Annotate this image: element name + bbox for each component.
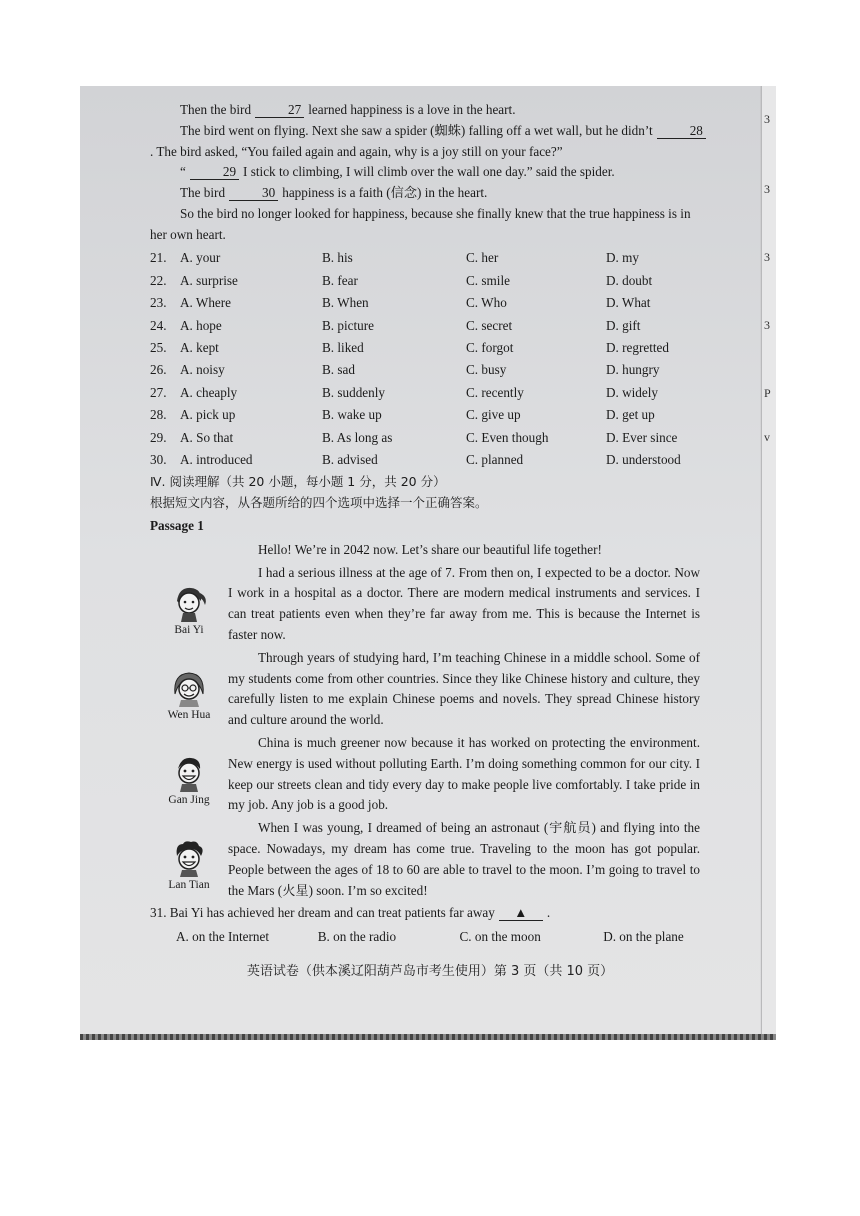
option-b[interactable]: B. suddenly xyxy=(322,384,386,400)
text: . The bird asked, “You failed again and again, why is a joy still on your face?” xyxy=(150,143,563,159)
person-entry xyxy=(150,733,710,816)
option-row xyxy=(150,382,710,404)
avatar-name: Bai Yi xyxy=(174,623,204,636)
photo-background xyxy=(80,86,776,1040)
next-page-edge xyxy=(761,86,776,1040)
text: Then the bird xyxy=(180,102,252,117)
person-entry xyxy=(150,818,710,901)
question-31-options xyxy=(150,927,710,948)
question-stem: 31. Bai Yi has achieved her dream and can treat patients far away xyxy=(150,905,495,921)
option-d[interactable]: D. What xyxy=(606,295,651,311)
option-c[interactable]: C. Who xyxy=(466,295,507,311)
option-c[interactable]: C. her xyxy=(466,250,499,266)
option-b[interactable]: B. on the radio xyxy=(317,929,397,945)
option-row xyxy=(150,337,710,359)
edge-mark: 3 xyxy=(764,182,770,196)
option-d[interactable]: D. hungry xyxy=(606,362,660,378)
boy-curly-hair-icon xyxy=(150,838,228,878)
option-a[interactable]: A. your xyxy=(180,250,221,266)
option-b[interactable]: B. picture xyxy=(322,317,375,333)
question-number: 23. xyxy=(150,295,167,311)
page-footer: 英语试卷（供本溪辽阳葫芦岛市考生使用）第 3 页（共 10 页） xyxy=(246,964,614,980)
edge-mark: v xyxy=(764,430,770,444)
option-a[interactable]: A. surprise xyxy=(180,272,238,288)
passage-title: Passage 1 xyxy=(150,518,204,534)
question-number: 30. xyxy=(150,451,167,467)
person-entry xyxy=(150,563,710,646)
option-d[interactable]: D. widely xyxy=(606,384,659,400)
avatar xyxy=(150,733,228,816)
question-number: 24. xyxy=(150,317,167,333)
option-c[interactable]: C. recently xyxy=(466,384,524,400)
option-row xyxy=(150,248,710,270)
person-text: China is much greener now because it has worked on protecting the environment. New energy is used without polluting Earth. I’m doing something common for our city. I keep our streets clean and tidy every day to make people live comfortably. I take pride in my job. Any job is a good job. xyxy=(228,735,700,813)
blank-30: 30 xyxy=(229,186,278,201)
option-c[interactable]: C. Even though xyxy=(466,429,549,445)
option-row xyxy=(150,292,710,314)
option-a[interactable]: A. introduced xyxy=(180,451,253,467)
girl-ponytail-icon xyxy=(150,583,228,623)
option-d[interactable]: D. on the plane xyxy=(603,929,684,945)
person-entry xyxy=(150,648,710,731)
option-c[interactable]: C. give up xyxy=(466,407,521,423)
option-d[interactable]: D. gift xyxy=(606,317,641,333)
option-row xyxy=(150,270,710,292)
cloze-paragraph-29 xyxy=(150,162,710,183)
option-d[interactable]: D. get up xyxy=(606,407,655,423)
option-d[interactable]: D. doubt xyxy=(606,272,653,288)
option-a[interactable]: A. cheaply xyxy=(180,384,238,400)
option-b[interactable]: B. As long as xyxy=(322,429,393,445)
cloze-paragraph-end: So the bird no longer looked for happiness, because she finally knew that the true happiness is in her own heart. xyxy=(150,205,691,242)
blank-27: 27 xyxy=(255,103,304,118)
option-row xyxy=(150,404,710,426)
option-c[interactable]: C. forgot xyxy=(466,339,514,355)
section-title: Ⅳ. 阅读理解（共 20 小题，每小题 1 分，共 20 分） xyxy=(150,474,446,490)
option-row xyxy=(150,449,710,471)
option-c[interactable]: C. smile xyxy=(466,272,510,288)
question-31 xyxy=(150,903,710,924)
woman-glasses-icon xyxy=(150,668,228,708)
question-number: 28. xyxy=(150,407,167,423)
option-b[interactable]: B. wake up xyxy=(322,407,382,423)
avatar xyxy=(150,648,228,731)
avatar xyxy=(150,818,228,901)
text: learned happiness is a love in the heart. xyxy=(308,102,516,117)
option-c[interactable]: C. secret xyxy=(466,317,513,333)
option-b[interactable]: B. his xyxy=(322,250,353,266)
cloze-paragraph-28 xyxy=(150,121,710,163)
avatar-name: Wen Hua xyxy=(167,708,211,721)
option-a[interactable]: A. pick up xyxy=(180,407,236,423)
person-text: Through years of studying hard, I’m teaching Chinese in a middle school. Some of my students come from other countries. Since they like Chinese history and culture, they carefully listen to me explain Chinese poems and novels. They spread Chinese history and culture around the world. xyxy=(228,649,700,728)
edge-mark: 3 xyxy=(764,318,770,332)
text: happiness is a faith (信念) in the heart. xyxy=(282,185,488,201)
boy-smiling-icon xyxy=(150,753,228,793)
edge-mark: 3 xyxy=(764,112,770,126)
option-d[interactable]: D. regretted xyxy=(606,339,669,355)
question-number: 27. xyxy=(150,384,167,400)
edge-mark: P xyxy=(764,386,771,400)
cloze-paragraph-30 xyxy=(150,183,710,204)
avatar xyxy=(150,563,228,646)
option-c[interactable]: C. planned xyxy=(466,451,524,467)
question-number: 29. xyxy=(150,429,167,445)
avatar-name: Gan Jing xyxy=(168,794,210,807)
exam-page xyxy=(80,86,760,1034)
option-a[interactable]: A. kept xyxy=(180,339,219,355)
option-b[interactable]: B. sad xyxy=(322,362,355,378)
option-row xyxy=(150,427,710,449)
cloze-options-list xyxy=(150,248,710,472)
text: “ xyxy=(180,164,186,180)
option-a[interactable]: A. Where xyxy=(180,295,232,311)
section-instruction: 根据短文内容，从各题所给的四个选项中选择一个正确答案。 xyxy=(150,495,488,511)
option-b[interactable]: B. liked xyxy=(322,339,364,355)
option-row xyxy=(150,360,710,382)
blank-29: 29 xyxy=(190,165,239,180)
question-number: 25. xyxy=(150,339,167,355)
photo-bottom-edge xyxy=(80,1034,776,1040)
option-c[interactable]: C. busy xyxy=(466,362,507,378)
text: The bird xyxy=(180,185,226,201)
text: The bird went on flying. Next she saw a spider (蜘蛛) falling off a wet wall, but he didn’t xyxy=(180,122,653,138)
passage-intro: Hello! We’re in 2042 now. Let’s share our beautiful life together! xyxy=(258,541,602,557)
avatar-name: Lan Tian xyxy=(168,879,210,892)
option-b[interactable]: B. fear xyxy=(322,272,358,288)
question-end: . xyxy=(546,905,551,921)
option-b[interactable]: B. When xyxy=(322,295,369,311)
option-d[interactable]: D. Ever since xyxy=(606,429,678,445)
question-number: 21. xyxy=(150,250,167,266)
person-text: When I was young, I dreamed of being an astronaut (宇航员) and flying into the space. Nowadays, my dream has come true. Traveling to the moon has got popular. People between the ages of 18 to 60 are able to travel to the moon. I’m going to travel to the Mars (火星) soon. I’m so excited! xyxy=(228,820,700,898)
option-a[interactable]: A. hope xyxy=(180,317,222,333)
option-c[interactable]: C. on the moon xyxy=(459,929,541,945)
option-d[interactable]: D. my xyxy=(606,250,639,266)
people-list xyxy=(150,563,710,902)
question-number: 22. xyxy=(150,272,167,288)
option-a[interactable]: A. noisy xyxy=(180,362,225,378)
option-a[interactable]: A. on the Internet xyxy=(176,929,270,945)
question-number: 26. xyxy=(150,362,167,378)
option-a[interactable]: A. So that xyxy=(180,429,234,445)
option-d[interactable]: D. understood xyxy=(606,451,681,467)
cloze-line-27 xyxy=(150,100,710,121)
text: I stick to climbing, I will climb over the wall one day.” said the spider. xyxy=(243,164,615,180)
option-b[interactable]: B. advised xyxy=(322,451,378,467)
answer-blank[interactable]: ▲ xyxy=(499,906,543,921)
edge-mark: 3 xyxy=(764,250,770,264)
person-text: I had a serious illness at the age of 7. From then on, I expected to be a doctor. Now I work in a hospital as a doctor. There are modern medical instruments and services. I can treat patients even when they’re far away from me. This is because the Internet is faster now. xyxy=(228,564,700,643)
blank-28: 28 xyxy=(657,124,706,139)
page-content xyxy=(150,100,710,983)
option-row xyxy=(150,315,710,337)
